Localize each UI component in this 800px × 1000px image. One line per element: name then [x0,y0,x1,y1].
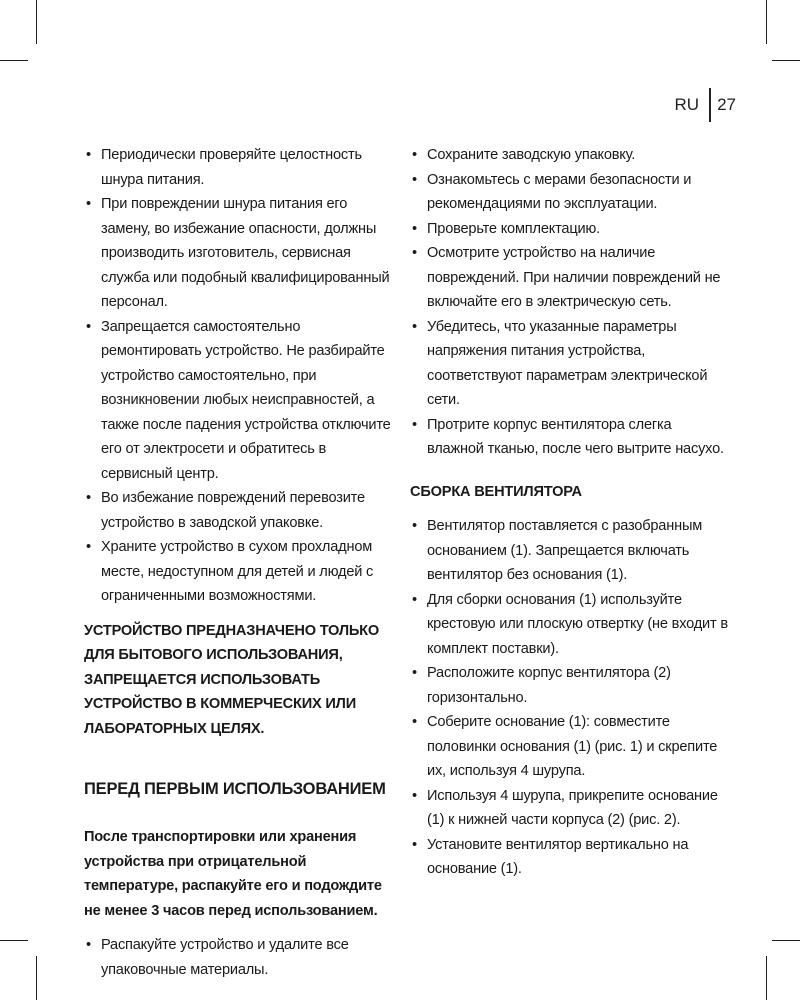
bullet-icon: • [412,220,417,237]
bullet-icon: • [412,714,417,730]
bullet-icon: • [412,665,417,681]
list-item-text: Для сборки основания (1) используйте крестовую или плоскую отвертку (не входит в комплект поставки). [427,591,728,657]
list-item [410,413,728,462]
list-item [410,315,728,413]
list-item [410,661,728,710]
list-item [84,143,398,192]
crop-mark-top-right [772,60,800,61]
crop-mark-bottom-left [0,940,28,941]
list-item-text: Расположите корпус вентилятора (2) горизонтально. [427,665,671,706]
list-item-text: Сохраните заводскую упаковку. [427,147,636,163]
bullet-icon: • [412,416,417,433]
crop-mark-top-left [36,0,37,44]
list-item-text: Убедитесь, что указанные параметры напряжения питания устройства, соответствуют параметрам электрической сети. [427,318,708,408]
left-column [84,143,398,982]
list-item [410,710,728,784]
list-item-text: Периодически проверяйте целостность шнура питания. [101,147,362,188]
bullet-icon: • [412,147,417,163]
list-item-text: Протрите корпус вентилятора слегка влажной тканью, после чего вытрите насухо. [427,416,724,457]
bullet-icon: • [412,836,417,853]
list-item [410,833,728,882]
list-item-text: Во избежание повреждений перевозите устройство в заводской упаковке. [101,490,365,531]
language-code: RU [674,95,700,114]
bullet-icon: • [86,318,91,335]
list-item-text: Соберите основание (1): совместите половинки основания (1) (рис. 1) и скрепите их, используя 4 шурупа. [427,714,718,779]
crop-mark-top-left [0,60,28,61]
bullet-icon: • [412,245,417,261]
bullet-icon: • [412,518,417,534]
bullet-icon: • [86,490,91,506]
list-item-text: Используя 4 шурупа, прикрепите основание (1) к нижней части корпуса (2) (рис. 2). [427,787,718,828]
bullet-icon: • [412,171,417,188]
list-item [410,588,728,662]
crop-mark-top-right [766,0,767,44]
list-item [410,784,728,833]
list-item [84,315,398,487]
list-item-text: Ознакомьтесь с мерами безопасности и рекомендациями по эксплуатации. [427,171,692,212]
list-item-text: Установите вентилятор вертикально на основание (1). [427,836,689,877]
section-title-before-first-use: ПЕРЕД ПЕРВЫМ ИСПОЛЬЗОВАНИЕМ [84,780,386,798]
list-item [84,933,398,982]
bullet-icon: • [86,937,91,953]
list-item [84,192,398,315]
page-number: 27 [717,95,736,114]
list-item [84,535,398,609]
right-column [410,143,728,882]
list-item-text: Осмотрите устройство на наличие повреждений. При наличии повреждений не включайте его в электрическую сеть. [427,245,721,310]
list-item-text: Вентилятор поставляется с разобранным основанием (1). Запрещается включать вентилятор без основания (1). [427,518,703,583]
section-title-fan-assembly: СБОРКА ВЕНТИЛЯТОРА [410,483,582,500]
list-item [410,514,728,588]
assembly-list [410,514,728,882]
crop-mark-bottom-left [36,956,37,1000]
list-item [410,168,728,217]
bullet-icon: • [412,318,417,335]
safety-list [84,143,398,609]
bullet-icon: • [412,787,417,804]
list-item-text: Запрещается самостоятельно ремонтировать устройство. Не разбирайте устройство самостоятельно, при возникновении любых неисправностей, а также после падения устройства отключите его от электросети и обратитесь в сервисный центр. [101,318,391,482]
bullet-icon: • [412,591,417,608]
list-item [410,217,728,242]
page-header [675,88,736,122]
bullet-icon: • [86,147,91,163]
list-item-text: При повреждении шнура питания его замену, во избежание опасности, должны производить изготовитель, сервисная служба или подобный квалифицированный персонал. [101,196,390,310]
crop-mark-bottom-right [772,940,800,941]
intro-paragraph: После транспортировки или хранения устройства при отрицательной температуре, распакуйте его и подождите не менее 3 часов перед использованием. [84,829,382,919]
unpack-list [84,933,398,982]
preparation-list [410,143,728,462]
list-item-text: Храните устройство в сухом прохладном месте, недоступном для детей и людей с ограниченными возможностями. [101,539,374,604]
list-item-text: Проверьте комплектацию. [427,220,601,237]
crop-mark-bottom-right [766,956,767,1000]
list-item-text: Распакуйте устройство и удалите все упаковочные материалы. [101,937,349,978]
bullet-icon: • [86,539,91,555]
list-item [410,143,728,168]
list-item [84,486,398,535]
bullet-icon: • [86,196,91,212]
list-item [410,241,728,315]
household-use-warning: УСТРОЙСТВО ПРЕДНАЗНАЧЕНО ТОЛЬКО ДЛЯ БЫТОВОГО ИСПОЛЬЗОВАНИЯ, ЗАПРЕЩАЕТСЯ ИСПОЛЬЗОВАТЬ УСТРОЙСТВО В КОММЕРЧЕСКИХ ИЛИ ЛАБОРАТОРНЫХ ЦЕЛЯХ. [84,622,380,737]
